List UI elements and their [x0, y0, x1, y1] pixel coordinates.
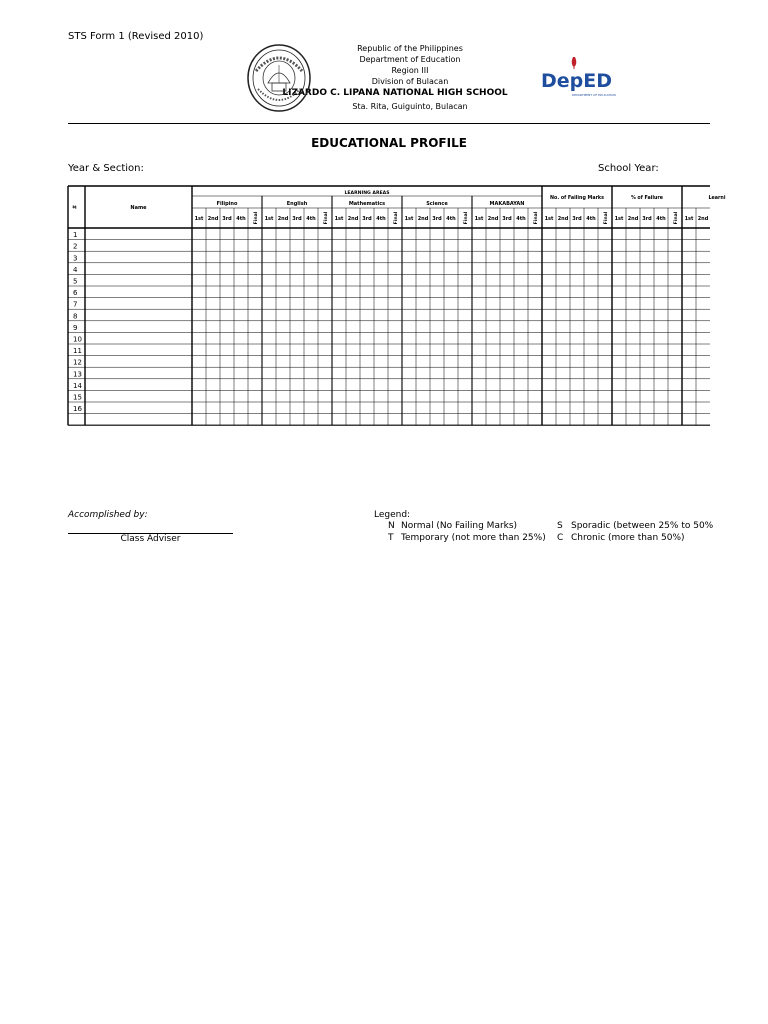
row-number: 13 — [73, 370, 82, 379]
quarter-header: 1st — [474, 216, 484, 222]
row-number: 3 — [73, 254, 78, 263]
summary-group-header: Learni — [708, 196, 726, 201]
legend-title: Legend: — [374, 510, 411, 520]
class-adviser-label: Class Adviser — [120, 534, 181, 544]
header-region: Region III — [391, 66, 429, 75]
row-number: 8 — [73, 312, 78, 321]
row-number: 16 — [73, 405, 82, 414]
svg-text:DEPARTMENT OF EDUCATION: DEPARTMENT OF EDUCATION — [572, 93, 616, 97]
name-header: Name — [130, 205, 147, 211]
quarter-header: 3rd — [642, 216, 652, 222]
deped-logo-icon — [540, 55, 616, 101]
legend-code-normal: N — [388, 521, 395, 531]
row-number: 11 — [73, 347, 82, 356]
quarter-header: 4th — [446, 216, 456, 222]
subject-header: MAKABAYAN — [489, 201, 525, 207]
header-republic: Republic of the Philippines — [357, 44, 463, 53]
quarter-header: 2nd — [697, 216, 709, 222]
quarter-header: 2nd — [627, 216, 639, 222]
row-number: 15 — [73, 393, 82, 402]
subject-header: Science — [426, 201, 448, 207]
legend-code-sporadic: S — [557, 521, 563, 531]
page-title: EDUCATIONAL PROFILE — [311, 136, 467, 150]
learning-areas-header: LEARNING AREAS — [344, 191, 390, 196]
quarter-header: 4th — [516, 216, 526, 222]
header-school-name: LIZARDO C. LIPANA NATIONAL HIGH SCHOOL — [282, 88, 508, 98]
legend-code-temporary: T — [388, 533, 394, 543]
subject-header: Mathematics — [348, 201, 386, 207]
final-header: Final — [534, 211, 539, 225]
quarter-header: 2nd — [487, 216, 499, 222]
legend-code-chronic: C — [557, 533, 564, 543]
profile-table — [68, 186, 726, 422]
row-number: 2 — [73, 242, 78, 251]
quarter-header: 3rd — [222, 216, 232, 222]
school-year-label: School Year: — [598, 163, 659, 174]
row-number: 10 — [73, 335, 82, 344]
row-number: 6 — [73, 289, 78, 298]
quarter-header: 2nd — [277, 216, 289, 222]
quarter-header: 1st — [334, 216, 344, 222]
quarter-header: 3rd — [432, 216, 442, 222]
final-header: Final — [464, 211, 469, 225]
final-header: Final — [254, 211, 259, 225]
final-header: Final — [674, 211, 679, 225]
quarter-header: 4th — [236, 216, 246, 222]
quarter-header: 4th — [656, 216, 666, 222]
row-number: 9 — [73, 323, 78, 332]
quarter-header: 4th — [376, 216, 386, 222]
quarter-header: 1st — [404, 216, 414, 222]
form-code: STS Form 1 (Revised 2010) — [68, 31, 204, 42]
row-number: 4 — [73, 265, 78, 274]
quarter-header: 3rd — [292, 216, 302, 222]
row-number: 12 — [73, 358, 82, 367]
quarter-header: 1st — [544, 216, 554, 222]
svg-text:DepED: DepED — [541, 70, 613, 92]
quarter-header: 1st — [264, 216, 274, 222]
quarter-header: 2nd — [347, 216, 359, 222]
header-address: Sta. Rita, Guiguinto, Bulacan — [352, 102, 468, 111]
accomplished-by-label: Accomplished by: — [68, 510, 148, 520]
number-header: # — [72, 204, 79, 210]
legend-text-normal: Normal (No Failing Marks) — [401, 521, 518, 531]
subject-header: Filipino — [216, 201, 238, 207]
legend-text-chronic: Chronic (more than 50%) — [571, 533, 685, 543]
row-number: 1 — [73, 231, 78, 240]
legend-text-temporary: Temporary (not more than 25%) — [401, 533, 546, 543]
final-header: Final — [324, 211, 329, 225]
subject-header: English — [286, 201, 308, 207]
row-number: 7 — [73, 300, 78, 309]
quarter-header: 1st — [614, 216, 624, 222]
quarter-header: 3rd — [502, 216, 512, 222]
header-department: Department of Education — [359, 55, 461, 64]
legend-text-sporadic: Sporadic (between 25% to 50% — [571, 521, 714, 531]
year-section-label: Year & Section: — [68, 163, 144, 174]
summary-group-header: No. of Failing Marks — [550, 196, 604, 201]
header-rule — [68, 123, 710, 124]
quarter-header: 4th — [586, 216, 596, 222]
final-header: Final — [604, 211, 609, 225]
row-number: 5 — [73, 277, 78, 286]
final-header: Final — [394, 211, 399, 225]
summary-group-header: % of Failure — [630, 196, 664, 201]
quarter-header: 3rd — [362, 216, 372, 222]
quarter-header: 2nd — [207, 216, 219, 222]
quarter-header: 3rd — [572, 216, 582, 222]
row-number: 14 — [73, 381, 82, 390]
quarter-header: 1st — [684, 216, 694, 222]
quarter-header: 1st — [194, 216, 204, 222]
school-seal-icon — [246, 43, 312, 113]
quarter-header: 2nd — [557, 216, 569, 222]
quarter-header: 2nd — [417, 216, 429, 222]
header-division: Division of Bulacan — [371, 77, 449, 86]
quarter-header: 4th — [306, 216, 316, 222]
